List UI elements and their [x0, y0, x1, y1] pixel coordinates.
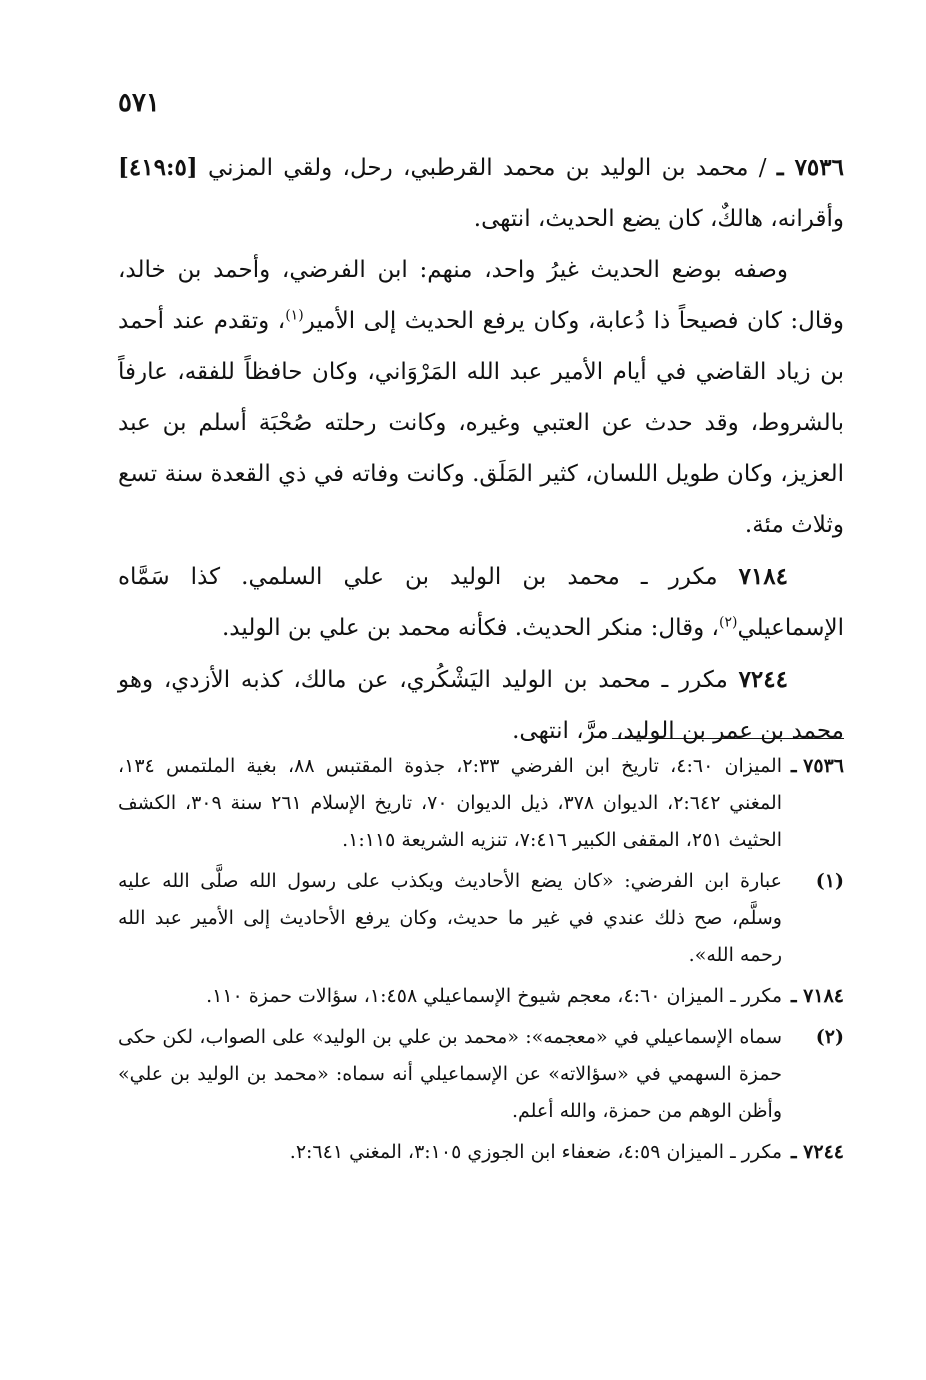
main-text — [118, 142, 844, 757]
source-reference: [٤١٩:٥] — [118, 154, 198, 181]
footnote-7536 — [118, 748, 844, 859]
footnotes — [118, 748, 844, 1175]
entry-text: مكرر ـ محمد بن الوليد بن علي السلمي. كذا سَمَّاه الإسماعيلي — [118, 564, 844, 641]
footnote-label: ٧٥٣٦ ـ — [790, 755, 844, 777]
entry-text: / محمد بن الوليد بن محمد القرطبي، رحل، ولقي المزني — [208, 155, 767, 181]
footnote-7184 — [118, 978, 844, 1015]
entry-number: ٧١٨٤ — [738, 563, 789, 590]
entry-7244 — [118, 654, 844, 757]
footnote-label: ٧١٨٤ ـ — [790, 985, 844, 1007]
footnote-1 — [118, 863, 844, 974]
entry-number: ٧٢٤٤ — [738, 666, 788, 693]
entry-7184 — [118, 551, 844, 654]
entry-7536-commentary — [118, 245, 844, 551]
footnote-text: سماه الإسماعيلي في «معجمه»: «محمد بن علي بن الوليد» على الصواب، لكن حكى حمزة السهمي في «سؤالاته» عن الإسماعيلي أنه سماه: «محمد بن الوليد بن علي» وأظن الوهم من حمزة، والله أعلم. — [118, 1026, 782, 1122]
commentary-text: وصفه بوضع الحديث غيرُ واحد، منهم: ابن الفرضي، وأحمد بن خالد، وقال: كان فصيحاً ذا دُعابة، وكان يرفع الحديث إلى الأمير — [118, 257, 845, 334]
footnote-text: الميزان ٤:٦٠، تاريخ ابن الفرضي ٢:٣٣، جذوة المقتبس ٨٨، بغية الملتمس ١٣٤، المغني ٢:٦٤٢، الديوان ٣٧٨، ذيل الديوان ٧٠، تاريخ الإسلام ٢٦١ سنة ٣٠٩، الكشف الحثيث ٢٥١، المقفى الكبير ٧:٤١٦، تنزيه الشريعة ١:١١٥. — [118, 755, 782, 851]
footnote-marker: (٢) — [718, 614, 738, 631]
entry-number: ٧٥٣٦ ـ — [776, 154, 844, 181]
footnote-divider — [612, 738, 844, 739]
page-number: ٥٧١ — [118, 88, 160, 118]
commentary-text-continued: ، وتقدم عند أحمد بن زياد القاضي في أيام الأمير عبد الله المَرْوَاني، وكان حافظاً للفقه، عارفاً بالشروط، وقد حدث عن العتبي وغيره، وكانت رحلته صُحْبَة أسلم بن عبد العزيز، وكان طويل اللسان، كثير المَلَق. وكانت وفاته في ذي القعدة سنة تسع وثلاث مئة. — [118, 308, 844, 538]
entry-7536 — [118, 142, 844, 245]
entry-text: مكرر ـ محمد بن الوليد اليَشْكُري، عن مالك، كذبه الأزدي، وهو محمد بن عمر بن الوليد، مرَّ، انتهى. — [118, 667, 844, 744]
footnote-2 — [118, 1019, 844, 1130]
footnote-7244 — [118, 1134, 844, 1171]
footnote-text: مكرر ـ الميزان ٤:٥٩، ضعفاء ابن الجوزي ٣:١٠٥، المغني ٢:٦٤١. — [289, 1141, 782, 1163]
footnote-text: مكرر ـ الميزان ٤:٦٠، معجم شيوخ الإسماعيلي ١:٤٥٨، سؤالات حمزة ١١٠. — [206, 985, 782, 1007]
entry-text-continued: ، وقال: منكر الحديث. فكأنه محمد بن علي بن الوليد. — [222, 615, 719, 641]
footnote-text: عبارة ابن الفرضي: «كان يضع الأحاديث ويكذب على رسول الله صلَّى الله عليه وسلَّم، صح ذلك عندي في غير ما حديث، وكان يرفع الأحاديث إلى الأمير عبد الله رحمه الله». — [118, 870, 782, 966]
footnote-marker: (١) — [285, 307, 304, 324]
entry-text-continued: وأقرانه، هالكٌ، كان يضع الحديث، انتهى. — [473, 206, 844, 232]
footnote-label: ٧٢٤٤ ـ — [790, 1141, 844, 1163]
footnote-label: (٢) — [815, 1026, 844, 1048]
footnote-label: (١) — [815, 870, 844, 892]
